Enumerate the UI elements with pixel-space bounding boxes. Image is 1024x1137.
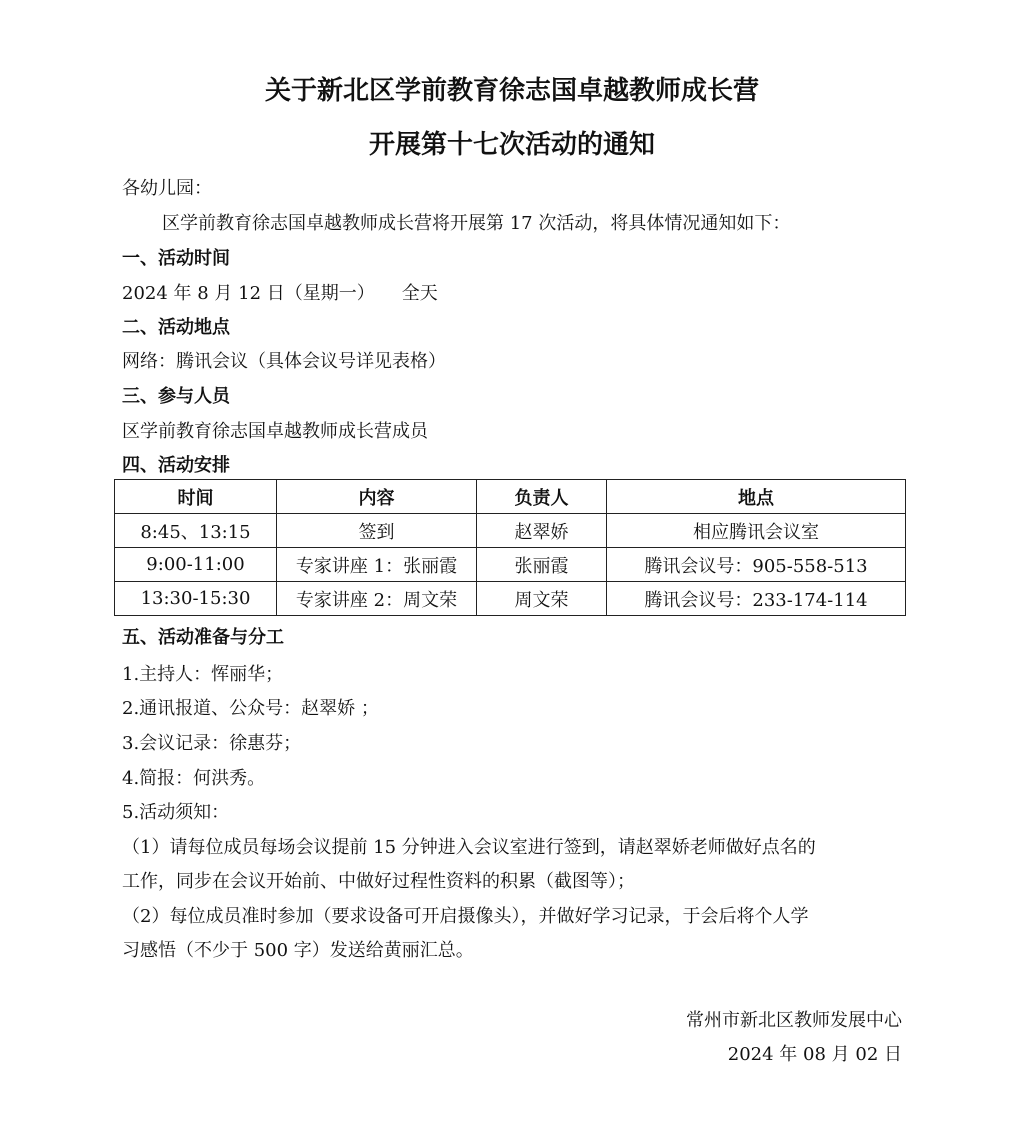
preparation-item-minutes: 3.会议记录：徐惠芬； [122,733,302,754]
cell-location: 腾讯会议号：905-558-513 [607,548,906,582]
column-header-location: 地点 [607,480,906,514]
column-header-content: 内容 [277,480,477,514]
table-header-row [115,480,906,514]
column-header-owner: 负责人 [477,480,607,514]
preparation-item-notice: 5.活动须知： [122,802,230,823]
signature-organization: 常州市新北区教师发展中心 [686,1010,902,1031]
preparation-item-host: 1.主持人：恽丽华； [122,664,284,685]
section-preparation-heading: 五、活动准备与分工 [122,627,284,648]
signature-date: 2024 年 08 月 02 日 [727,1044,902,1065]
salutation: 各幼儿园： [122,178,212,199]
notice-title-line-2: 开展第十七次活动的通知 [368,130,655,160]
cell-content: 签到 [277,514,477,548]
notice-title-line-1: 关于新北区学前教育徐志国卓越教师成长营 [264,76,759,106]
table-row [115,548,906,582]
section-time-heading: 一、活动时间 [122,248,230,269]
preparation-item-brief: 4.简报：何洪秀。 [122,768,266,789]
section-place-heading: 二、活动地点 [122,317,230,338]
schedule-table [114,479,906,616]
section-participants-heading: 三、参与人员 [122,386,230,407]
notice-note-1-line-1: （1）请每位成员每场会议提前 15 分钟进入会议室进行签到，请赵翠娇老师做好点名的 [122,837,816,858]
cell-time: 9:00-11:00 [115,548,277,582]
cell-location: 腾讯会议号：233-174-114 [607,582,906,616]
table-row [115,582,906,616]
intro-paragraph: 区学前教育徐志国卓越教师成长营将开展第 17 次活动，将具体情况通知如下： [162,213,791,234]
cell-owner: 张丽霞 [477,548,607,582]
notice-note-1-line-2: 工作，同步在会议开始前、中做好过程性资料的积累（截图等）； [122,871,635,892]
section-place-content: 网络：腾讯会议（具体会议号详见表格） [122,351,446,372]
preparation-item-report: 2.通讯报道、公众号：赵翠娇 ； [122,698,379,719]
cell-content: 专家讲座 1：张丽霞 [277,548,477,582]
cell-owner: 周文荣 [477,582,607,616]
column-header-time: 时间 [115,480,277,514]
cell-time: 13:30-15:30 [115,582,277,616]
cell-content: 专家讲座 2：周文荣 [277,582,477,616]
section-participants-content: 区学前教育徐志国卓越教师成长营成员 [122,421,428,442]
cell-location: 相应腾讯会议室 [607,514,906,548]
notice-note-2-line-1: （2）每位成员准时参加（要求设备可开启摄像头），并做好学习记录，于会后将个人学 [122,906,809,927]
section-arrangement-heading: 四、活动安排 [122,455,230,476]
cell-owner: 赵翠娇 [477,514,607,548]
notice-note-2-line-2: 习感悟（不少于 500 字）发送给黄丽汇总。 [122,940,474,961]
cell-time: 8:45、13:15 [115,514,277,548]
table-row [115,514,906,548]
section-time-content: 2024 年 8 月 12 日（星期一） 全天 [122,283,438,304]
